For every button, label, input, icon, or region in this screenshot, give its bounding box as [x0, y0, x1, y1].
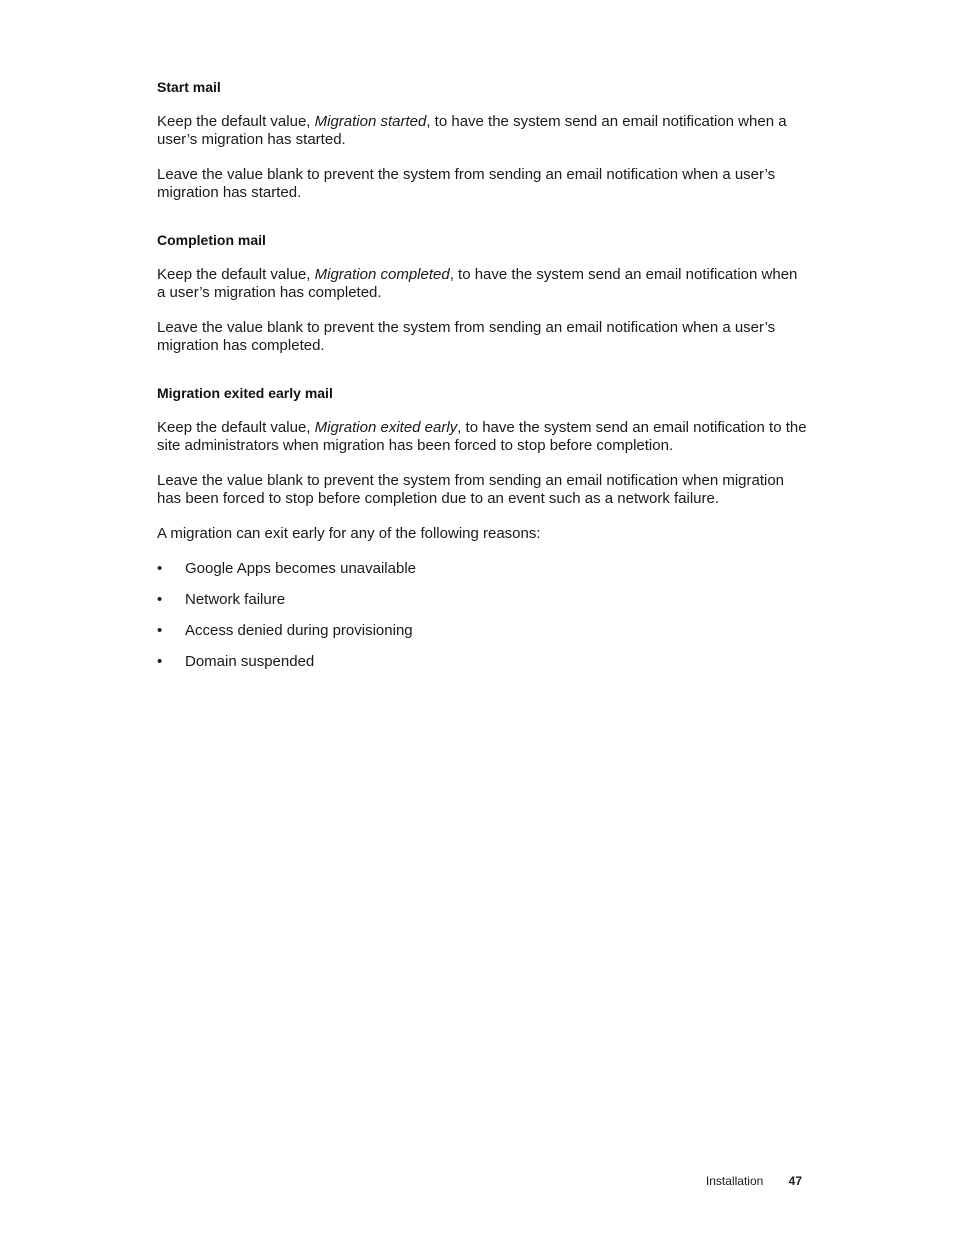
text-run: , to have the system send an email notification to the site administrators when migration has been forced to stop before completion. — [157, 419, 807, 454]
bullet-icon: • — [157, 653, 163, 670]
text-run: Keep the default value, — [157, 113, 315, 130]
text-run: Keep the default value, — [157, 419, 315, 436]
list-item-text: Google Apps becomes unavailable — [185, 560, 416, 577]
section-completion-mail — [157, 231, 807, 355]
bullet-icon: • — [157, 591, 163, 608]
list-item — [157, 591, 807, 609]
paragraph: Leave the value blank to prevent the system from sending an email notification when migration has been forced to stop before completion due to an event such as a network failure. — [157, 472, 785, 507]
section-heading: Completion mail — [157, 232, 266, 248]
list-item — [157, 560, 807, 578]
paragraph: Leave the value blank to prevent the system from sending an email notification when a user’s migration has completed. — [157, 319, 776, 354]
list-item — [157, 622, 807, 640]
text-run: , to have the system send an email notification when a user’s migration has started. — [157, 113, 787, 148]
page-number: 47 — [788, 1174, 802, 1188]
default-value-italic: Migration completed — [314, 266, 450, 283]
section-migration-exited-early-mail — [157, 384, 807, 671]
paragraph — [157, 113, 807, 149]
list-item-text: Domain suspended — [185, 653, 315, 670]
paragraph — [157, 419, 807, 455]
text-run: , to have the system send an email notification when a user’s migration has completed. — [157, 266, 798, 301]
reasons-list — [157, 560, 807, 671]
page-footer — [706, 1174, 802, 1189]
list-item-text: Network failure — [185, 591, 286, 608]
section-heading: Migration exited early mail — [157, 385, 333, 401]
paragraph: Leave the value blank to prevent the system from sending an email notification when a user’s migration has started. — [157, 166, 776, 201]
text-run: Keep the default value, — [157, 266, 315, 283]
footer-section-name: Installation — [705, 1174, 764, 1188]
default-value-italic: Migration started — [314, 113, 427, 130]
paragraph: A migration can exit early for any of the following reasons: — [157, 525, 541, 542]
section-start-mail — [157, 78, 807, 202]
bullet-icon: • — [157, 560, 163, 577]
list-item-text: Access denied during provisioning — [185, 622, 413, 639]
bullet-icon: • — [157, 622, 163, 639]
paragraph — [157, 266, 807, 302]
list-item — [157, 653, 807, 671]
document-body — [157, 78, 807, 684]
default-value-italic: Migration exited early — [314, 419, 458, 436]
section-heading: Start mail — [157, 79, 221, 95]
